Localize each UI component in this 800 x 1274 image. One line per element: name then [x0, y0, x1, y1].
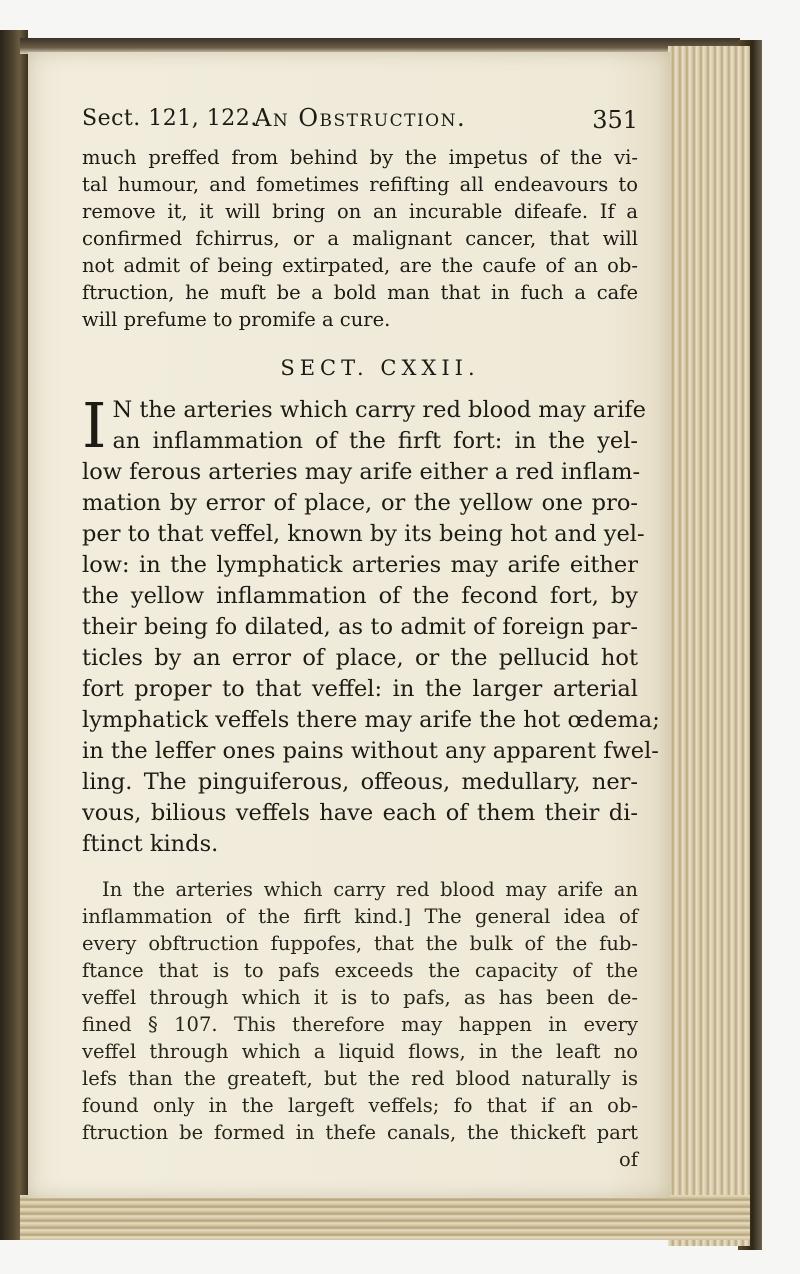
- text-line: ftinct kinds.: [82, 831, 219, 857]
- text-line: mation by error of place, or the yellow one pro-: [82, 490, 638, 516]
- text-line: In the arteries which carry red blood may arife an: [102, 878, 638, 901]
- aphorism-paragraph: [82, 389, 660, 860]
- running-head-section: Sect. 121, 122.: [82, 106, 258, 131]
- text-line: tal humour, and fometimes refifting all endeavours to: [82, 173, 638, 196]
- catchword: of: [619, 1148, 638, 1171]
- text-line: lefs than the greateft, but the red blood naturally is: [82, 1067, 638, 1090]
- running-head: [82, 104, 638, 144]
- text-line: much preffed from behind by the impetus of the vi-: [82, 146, 638, 169]
- page-text: [82, 104, 660, 1173]
- text-line: fined § 107. This therefore may happen in every: [82, 1013, 638, 1036]
- commentary-paragraph: [82, 876, 638, 1173]
- drop-cap: I: [82, 389, 107, 462]
- text-line: their being fo dilated, as to admit of foreign par-: [82, 614, 638, 640]
- text-line: found only in the largeft veffels; fo that if an ob-: [82, 1094, 638, 1117]
- text-line: ling. The pinguiferous, offeous, medullary, ner-: [82, 769, 638, 795]
- running-head-title: An Obstruction.: [254, 104, 467, 132]
- page-edges-right: [668, 46, 750, 1246]
- text-line: ftruction, he muft be a bold man that in fuch a cafe: [82, 281, 638, 304]
- text-line: remove it, it will bring on an incurable difeafe. If a: [82, 200, 638, 223]
- text-line: confirmed fchirrus, or a malignant cancer, that will: [82, 227, 638, 250]
- text-line: ftruction be formed in thefe canals, the thickeft part: [82, 1121, 638, 1144]
- section-heading: SECT. CXXII.: [280, 356, 480, 380]
- text-line: will prefume to promife a cure.: [82, 308, 391, 331]
- text-line: low: in the lymphatick arteries may arife either: [82, 552, 638, 578]
- text-line: veffel through which a liquid flows, in the leaft no: [82, 1040, 638, 1063]
- text-line: ftance that is to pafs exceeds the capacity of the: [82, 959, 638, 982]
- text-line: ticles by an error of place, or the pellucid hot: [82, 645, 638, 671]
- text-line: low ferous arteries may arife either a red inflam-: [82, 459, 641, 485]
- text-line: lymphatick veffels there may arife the hot œdema;: [82, 707, 660, 733]
- text-line: an inflammation of the firft fort: in the yel-: [112, 428, 638, 454]
- text-line: veffel through which it is to pafs, as has been de-: [82, 986, 638, 1009]
- text-line: not admit of being extirpated, are the caufe of an ob-: [82, 254, 638, 277]
- page-number: 351: [592, 106, 638, 134]
- text-line: vous, bilious veffels have each of them their di-: [82, 800, 638, 826]
- page-edges-bottom: [20, 1195, 750, 1240]
- text-line: per to that veffel, known by its being hot and yel-: [82, 521, 645, 547]
- paragraph-continuation: [82, 144, 638, 333]
- text-line: the yellow inflammation of the fecond fort, by: [82, 583, 638, 609]
- text-line: N the arteries which carry red blood may arife: [112, 397, 646, 423]
- text-line: in the leffer ones pains without any apparent fwel-: [82, 738, 659, 764]
- text-line: every obftruction fuppofes, that the bulk of the fub-: [82, 932, 638, 955]
- book-binding-left: [0, 30, 28, 1240]
- text-line: inflammation of the firft kind.] The general idea of: [82, 905, 638, 928]
- text-line: fort proper to that veffel: in the larger arterial: [82, 676, 638, 702]
